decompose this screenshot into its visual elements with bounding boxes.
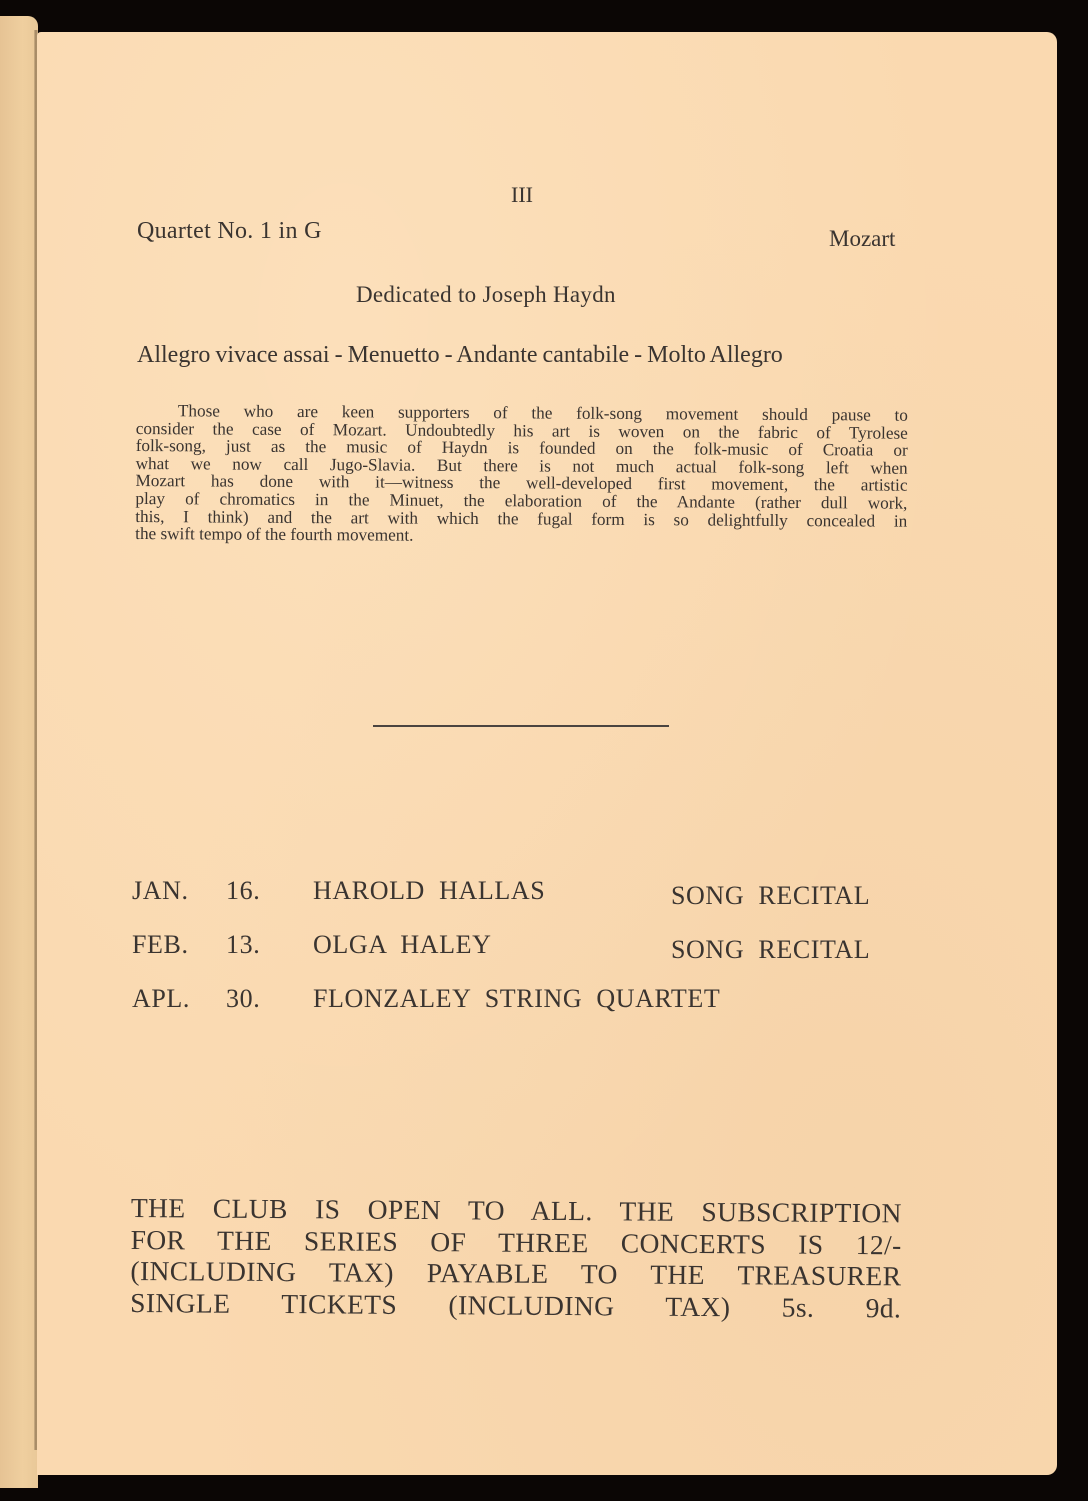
notes-line: Those who are keen supporters of the folk-song movement should pause to (177, 401, 908, 425)
concert-row (132, 930, 912, 984)
dedication: Dedicated to Joseph Haydn (356, 282, 616, 307)
concert-artist: FLONZALEY STRING QUARTET (313, 984, 721, 1013)
section-divider (373, 725, 669, 727)
concert-row (132, 876, 912, 930)
piece-title: Quartet No. 1 in G (137, 218, 322, 244)
subscription-notice (130, 1192, 902, 1323)
concert-type: SONG RECITAL (671, 881, 871, 910)
composer-name: Mozart (829, 226, 896, 251)
concert-month: APL. (132, 984, 191, 1013)
concert-day: 13. (226, 930, 261, 959)
notice-line: THE CLUB IS OPEN TO ALL. THE SUBSCRIPTION (130, 1192, 902, 1229)
notes-line: folk-song, just as the music of Haydn is founded on the folk-music of Croatia or (135, 436, 908, 460)
notes-line: Mozart has done with it—witness the well-developed first movement, the artistic (135, 471, 908, 496)
concert-type: SONG RECITAL (671, 935, 871, 964)
notes-line: this, I think) and the art with which the fugal form is so delightfully concealed in (135, 506, 908, 531)
concert-month: JAN. (132, 876, 189, 905)
notice-line: (INCLUDING TAX) PAYABLE TO THE TREASURER (130, 1254, 902, 1292)
concert-month: FEB. (132, 930, 189, 959)
concert-row (132, 984, 912, 1038)
concert-day: 16. (226, 876, 261, 905)
concert-schedule (132, 876, 912, 1038)
notice-line: FOR THE SERIES OF THREE CONCERTS IS 12/- (130, 1223, 902, 1260)
notes-line: what we now call Jugo-Slavia. But there is not much actual folk-song left when (135, 453, 908, 478)
section-number: III (511, 182, 533, 207)
program-notes (135, 402, 908, 547)
concert-artist: OLGA HALEY (313, 930, 492, 959)
concert-day: 30. (226, 984, 261, 1013)
facing-page-edge (0, 16, 38, 1488)
notes-line: consider the case of Mozart. Undoubtedly his art is woven on the fabric of Tyrolese (135, 418, 908, 443)
notes-line: play of chromatics in the Minuet, the elaboration of the Andante (rather dull work, (135, 488, 908, 513)
notes-line: the swift tempo of the fourth movement. (135, 524, 414, 545)
movements-list: Allegro vivace assai - Menuetto - Andante cantabile - Molto Allegro (137, 342, 783, 368)
notice-line: SINGLE TICKETS (INCLUDING TAX) 5s. 9d. (130, 1286, 902, 1323)
concert-artist: HAROLD HALLAS (313, 876, 546, 905)
